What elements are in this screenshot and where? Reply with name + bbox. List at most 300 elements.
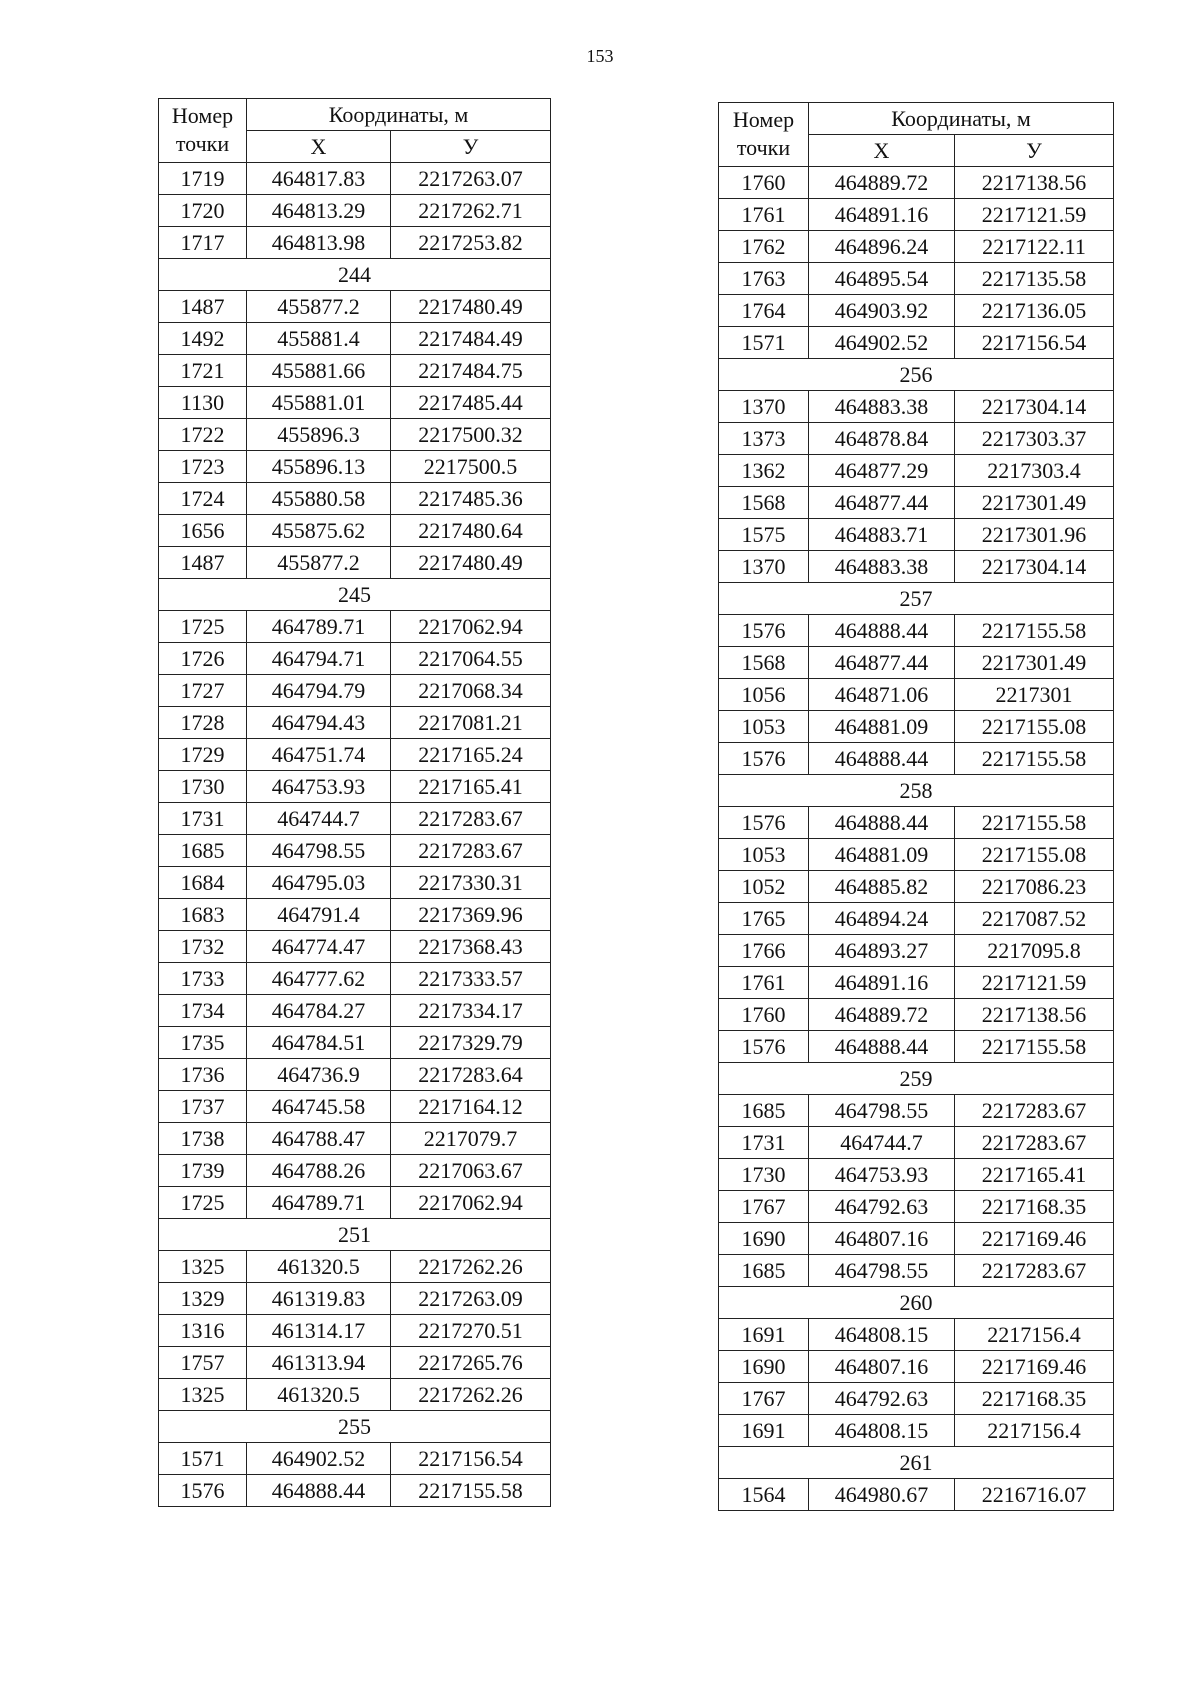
point-number-cell: 1739 bbox=[159, 1155, 247, 1187]
table-row bbox=[159, 611, 551, 643]
x-coordinate-cell: 464744.7 bbox=[247, 803, 391, 835]
y-coordinate-cell: 2217262.71 bbox=[391, 195, 551, 227]
x-coordinate-cell: 464877.44 bbox=[809, 647, 955, 679]
point-number-cell: 1056 bbox=[719, 679, 809, 711]
table-row bbox=[159, 451, 551, 483]
group-label: 245 bbox=[159, 579, 551, 611]
point-number-cell: 1690 bbox=[719, 1223, 809, 1255]
table-row bbox=[159, 1187, 551, 1219]
point-number-cell: 1731 bbox=[719, 1127, 809, 1159]
point-number-cell: 1685 bbox=[159, 835, 247, 867]
y-coordinate-cell: 2217136.05 bbox=[955, 295, 1114, 327]
x-coordinate-cell: 464902.52 bbox=[247, 1443, 391, 1475]
y-coordinate-cell: 2217165.41 bbox=[391, 771, 551, 803]
table-row bbox=[719, 167, 1114, 199]
x-coordinate-cell: 464878.84 bbox=[809, 423, 955, 455]
point-number-cell: 1725 bbox=[159, 611, 247, 643]
table-row bbox=[159, 1155, 551, 1187]
table-row bbox=[719, 679, 1114, 711]
y-coordinate-cell: 2217263.09 bbox=[391, 1283, 551, 1315]
x-coordinate-cell: 464807.16 bbox=[809, 1223, 955, 1255]
table-body bbox=[159, 163, 551, 1507]
point-number-cell: 1727 bbox=[159, 675, 247, 707]
point-number-cell: 1370 bbox=[719, 551, 809, 583]
x-coordinate-cell: 455877.2 bbox=[247, 547, 391, 579]
table-row bbox=[719, 1191, 1114, 1223]
point-number-cell: 1684 bbox=[159, 867, 247, 899]
y-coordinate-cell: 2217156.4 bbox=[955, 1319, 1114, 1351]
y-coordinate-cell: 2217262.26 bbox=[391, 1251, 551, 1283]
y-coordinate-cell: 2217155.58 bbox=[955, 743, 1114, 775]
y-coordinate-cell: 2217155.58 bbox=[391, 1475, 551, 1507]
point-number-header-line1: Номер bbox=[732, 107, 795, 132]
coordinates-table-left bbox=[158, 98, 551, 1507]
group-row bbox=[159, 259, 551, 291]
point-number-cell: 1730 bbox=[719, 1159, 809, 1191]
y-coordinate-cell: 2217168.35 bbox=[955, 1383, 1114, 1415]
point-number-cell: 1576 bbox=[719, 615, 809, 647]
table-row bbox=[159, 483, 551, 515]
y-coordinate-cell: 2217138.56 bbox=[955, 167, 1114, 199]
table-row bbox=[159, 739, 551, 771]
y-coordinate-cell: 2217169.46 bbox=[955, 1223, 1114, 1255]
table-row bbox=[719, 1415, 1114, 1447]
point-number-cell: 1568 bbox=[719, 647, 809, 679]
table-row bbox=[159, 803, 551, 835]
x-coordinate-cell: 464792.63 bbox=[809, 1383, 955, 1415]
table-row bbox=[159, 995, 551, 1027]
table-row bbox=[719, 743, 1114, 775]
y-coordinate-cell: 2217283.67 bbox=[391, 835, 551, 867]
point-number-header-line2: точки bbox=[175, 130, 230, 156]
x-coordinate-cell: 464789.71 bbox=[247, 611, 391, 643]
y-coordinate-cell: 2217283.67 bbox=[955, 1127, 1114, 1159]
y-coordinate-cell: 2217283.67 bbox=[955, 1095, 1114, 1127]
point-number-cell: 1683 bbox=[159, 899, 247, 931]
group-row bbox=[159, 1219, 551, 1251]
table-row bbox=[719, 391, 1114, 423]
y-coordinate-cell: 2217283.67 bbox=[955, 1255, 1114, 1287]
point-number-cell: 1730 bbox=[159, 771, 247, 803]
y-coordinate-cell: 2217368.43 bbox=[391, 931, 551, 963]
table-row bbox=[159, 419, 551, 451]
y-coordinate-cell: 2217068.34 bbox=[391, 675, 551, 707]
point-number-cell: 1731 bbox=[159, 803, 247, 835]
point-number-cell: 1325 bbox=[159, 1379, 247, 1411]
point-number-cell: 1761 bbox=[719, 199, 809, 231]
group-label: 255 bbox=[159, 1411, 551, 1443]
point-number-cell: 1767 bbox=[719, 1191, 809, 1223]
y-coordinate-cell: 2217062.94 bbox=[391, 1187, 551, 1219]
x-coordinate-cell: 464788.47 bbox=[247, 1123, 391, 1155]
table-row bbox=[719, 231, 1114, 263]
x-coordinate-cell: 464792.63 bbox=[809, 1191, 955, 1223]
x-coordinate-cell: 464891.16 bbox=[809, 199, 955, 231]
x-coordinate-cell: 461313.94 bbox=[247, 1347, 391, 1379]
table-row bbox=[159, 355, 551, 387]
point-number-cell: 1691 bbox=[719, 1415, 809, 1447]
x-coordinate-cell: 464753.93 bbox=[247, 771, 391, 803]
y-coordinate-cell: 2217156.54 bbox=[955, 327, 1114, 359]
y-coordinate-cell: 2217095.8 bbox=[955, 935, 1114, 967]
table-row bbox=[159, 1283, 551, 1315]
x-coordinate-cell: 464744.7 bbox=[809, 1127, 955, 1159]
y-header: У bbox=[955, 135, 1114, 167]
point-number-cell: 1732 bbox=[159, 931, 247, 963]
y-coordinate-cell: 2217087.52 bbox=[955, 903, 1114, 935]
table-row bbox=[719, 935, 1114, 967]
y-coordinate-cell: 2217086.23 bbox=[955, 871, 1114, 903]
x-coordinate-cell: 461320.5 bbox=[247, 1379, 391, 1411]
table-row bbox=[719, 295, 1114, 327]
point-number-cell: 1564 bbox=[719, 1479, 809, 1511]
x-coordinate-cell: 464888.44 bbox=[809, 743, 955, 775]
table-row bbox=[719, 871, 1114, 903]
group-row bbox=[719, 1447, 1114, 1479]
x-coordinate-cell: 455880.58 bbox=[247, 483, 391, 515]
page-number: 153 bbox=[586, 46, 614, 66]
table-row bbox=[719, 903, 1114, 935]
x-coordinate-cell: 464798.55 bbox=[809, 1255, 955, 1287]
y-coordinate-cell: 2217333.57 bbox=[391, 963, 551, 995]
x-coordinate-cell: 464889.72 bbox=[809, 999, 955, 1031]
table-row bbox=[719, 839, 1114, 871]
table-row bbox=[159, 291, 551, 323]
y-coordinate-cell: 2217164.12 bbox=[391, 1091, 551, 1123]
table-row bbox=[719, 1159, 1114, 1191]
point-number-cell: 1724 bbox=[159, 483, 247, 515]
point-number-cell: 1737 bbox=[159, 1091, 247, 1123]
x-coordinate-cell: 464753.93 bbox=[809, 1159, 955, 1191]
point-number-cell: 1362 bbox=[719, 455, 809, 487]
x-coordinate-cell: 461319.83 bbox=[247, 1283, 391, 1315]
x-coordinate-cell: 464888.44 bbox=[809, 807, 955, 839]
group-label: 258 bbox=[719, 775, 1114, 807]
y-coordinate-cell: 2217135.58 bbox=[955, 263, 1114, 295]
y-coordinate-cell: 2217138.56 bbox=[955, 999, 1114, 1031]
table-row bbox=[159, 867, 551, 899]
y-coordinate-cell: 2217303.4 bbox=[955, 455, 1114, 487]
table-row bbox=[159, 835, 551, 867]
x-coordinate-cell: 464784.51 bbox=[247, 1027, 391, 1059]
x-coordinate-cell: 464784.27 bbox=[247, 995, 391, 1027]
table-row bbox=[159, 1251, 551, 1283]
table-row bbox=[719, 519, 1114, 551]
table-row bbox=[159, 1091, 551, 1123]
point-number-cell: 1052 bbox=[719, 871, 809, 903]
x-coordinate-cell: 464881.09 bbox=[809, 711, 955, 743]
y-header: У bbox=[391, 131, 551, 163]
table-row bbox=[719, 615, 1114, 647]
table-row bbox=[719, 1255, 1114, 1287]
point-number-cell: 1373 bbox=[719, 423, 809, 455]
x-header: Х bbox=[247, 131, 391, 163]
table-row bbox=[719, 999, 1114, 1031]
point-number-cell: 1723 bbox=[159, 451, 247, 483]
x-coordinate-cell: 464798.55 bbox=[247, 835, 391, 867]
group-row bbox=[719, 1287, 1114, 1319]
table-row bbox=[159, 899, 551, 931]
y-coordinate-cell: 2217301.49 bbox=[955, 487, 1114, 519]
x-coordinate-cell: 464789.71 bbox=[247, 1187, 391, 1219]
point-number-cell: 1053 bbox=[719, 711, 809, 743]
x-coordinate-cell: 464791.4 bbox=[247, 899, 391, 931]
group-label: 257 bbox=[719, 583, 1114, 615]
table-row bbox=[159, 1027, 551, 1059]
point-number-cell: 1492 bbox=[159, 323, 247, 355]
y-coordinate-cell: 2217155.08 bbox=[955, 711, 1114, 743]
point-number-cell: 1656 bbox=[159, 515, 247, 547]
y-coordinate-cell: 2217301 bbox=[955, 679, 1114, 711]
table-row bbox=[159, 1347, 551, 1379]
y-coordinate-cell: 2217122.11 bbox=[955, 231, 1114, 263]
table-row bbox=[159, 515, 551, 547]
y-coordinate-cell: 2217169.46 bbox=[955, 1351, 1114, 1383]
x-coordinate-cell: 464777.62 bbox=[247, 963, 391, 995]
table-row bbox=[159, 675, 551, 707]
y-coordinate-cell: 2217155.58 bbox=[955, 1031, 1114, 1063]
point-number-cell: 1725 bbox=[159, 1187, 247, 1219]
point-number-cell: 1761 bbox=[719, 967, 809, 999]
group-label: 261 bbox=[719, 1447, 1114, 1479]
point-number-cell: 1685 bbox=[719, 1095, 809, 1127]
y-coordinate-cell: 2217283.64 bbox=[391, 1059, 551, 1091]
point-number-cell: 1729 bbox=[159, 739, 247, 771]
x-coordinate-cell: 455881.66 bbox=[247, 355, 391, 387]
table-header-row bbox=[719, 103, 1114, 135]
x-coordinate-cell: 464774.47 bbox=[247, 931, 391, 963]
y-coordinate-cell: 2217329.79 bbox=[391, 1027, 551, 1059]
table-row bbox=[719, 327, 1114, 359]
table-header-row bbox=[159, 99, 551, 131]
x-coordinate-cell: 464893.27 bbox=[809, 935, 955, 967]
table-row bbox=[719, 199, 1114, 231]
table-row bbox=[159, 963, 551, 995]
group-row bbox=[719, 775, 1114, 807]
x-coordinate-cell: 464745.58 bbox=[247, 1091, 391, 1123]
point-number-cell: 1733 bbox=[159, 963, 247, 995]
y-coordinate-cell: 2217304.14 bbox=[955, 551, 1114, 583]
point-number-cell: 1736 bbox=[159, 1059, 247, 1091]
x-coordinate-cell: 464794.79 bbox=[247, 675, 391, 707]
y-coordinate-cell: 2217155.08 bbox=[955, 839, 1114, 871]
point-number-cell: 1576 bbox=[719, 1031, 809, 1063]
x-coordinate-cell: 464902.52 bbox=[809, 327, 955, 359]
point-number-header bbox=[159, 99, 247, 163]
x-coordinate-cell: 464883.71 bbox=[809, 519, 955, 551]
point-number-cell: 1568 bbox=[719, 487, 809, 519]
y-coordinate-cell: 2217121.59 bbox=[955, 967, 1114, 999]
x-coordinate-cell: 464895.54 bbox=[809, 263, 955, 295]
point-number-cell: 1130 bbox=[159, 387, 247, 419]
point-number-cell: 1691 bbox=[719, 1319, 809, 1351]
table-row bbox=[719, 1479, 1114, 1511]
table-row bbox=[159, 1315, 551, 1347]
x-coordinate-cell: 464788.26 bbox=[247, 1155, 391, 1187]
point-number-cell: 1734 bbox=[159, 995, 247, 1027]
table-row bbox=[719, 1319, 1114, 1351]
point-number-cell: 1316 bbox=[159, 1315, 247, 1347]
y-coordinate-cell: 2217500.5 bbox=[391, 451, 551, 483]
table-row bbox=[719, 487, 1114, 519]
y-coordinate-cell: 2217062.94 bbox=[391, 611, 551, 643]
table-row bbox=[159, 547, 551, 579]
table-row bbox=[719, 711, 1114, 743]
table-row bbox=[159, 1443, 551, 1475]
point-number-cell: 1576 bbox=[719, 743, 809, 775]
point-number-cell: 1728 bbox=[159, 707, 247, 739]
table-row bbox=[719, 1223, 1114, 1255]
point-number-header bbox=[719, 103, 809, 167]
y-coordinate-cell: 2217156.4 bbox=[955, 1415, 1114, 1447]
x-coordinate-cell: 455881.01 bbox=[247, 387, 391, 419]
point-number-cell: 1719 bbox=[159, 163, 247, 195]
point-number-cell: 1721 bbox=[159, 355, 247, 387]
y-coordinate-cell: 2217165.24 bbox=[391, 739, 551, 771]
table-row bbox=[159, 323, 551, 355]
point-number-cell: 1487 bbox=[159, 291, 247, 323]
table-row bbox=[719, 423, 1114, 455]
point-number-cell: 1685 bbox=[719, 1255, 809, 1287]
table-row bbox=[159, 195, 551, 227]
point-number-cell: 1762 bbox=[719, 231, 809, 263]
x-coordinate-cell: 464813.29 bbox=[247, 195, 391, 227]
x-coordinate-cell: 455877.2 bbox=[247, 291, 391, 323]
x-coordinate-cell: 464980.67 bbox=[809, 1479, 955, 1511]
y-coordinate-cell: 2217265.76 bbox=[391, 1347, 551, 1379]
group-label: 256 bbox=[719, 359, 1114, 391]
point-number-cell: 1690 bbox=[719, 1351, 809, 1383]
point-number-cell: 1576 bbox=[159, 1475, 247, 1507]
y-coordinate-cell: 2217262.26 bbox=[391, 1379, 551, 1411]
table-row bbox=[719, 551, 1114, 583]
y-coordinate-cell: 2217303.37 bbox=[955, 423, 1114, 455]
point-number-cell: 1763 bbox=[719, 263, 809, 295]
y-coordinate-cell: 2217480.49 bbox=[391, 291, 551, 323]
y-coordinate-cell: 2217283.67 bbox=[391, 803, 551, 835]
y-coordinate-cell: 2217485.44 bbox=[391, 387, 551, 419]
x-coordinate-cell: 464885.82 bbox=[809, 871, 955, 903]
point-number-cell: 1738 bbox=[159, 1123, 247, 1155]
table-row bbox=[159, 771, 551, 803]
y-coordinate-cell: 2217480.49 bbox=[391, 547, 551, 579]
y-coordinate-cell: 2217253.82 bbox=[391, 227, 551, 259]
table-row bbox=[159, 1123, 551, 1155]
coordinates-table-right bbox=[718, 102, 1114, 1511]
group-row bbox=[719, 359, 1114, 391]
x-coordinate-cell: 455896.3 bbox=[247, 419, 391, 451]
y-coordinate-cell: 2217121.59 bbox=[955, 199, 1114, 231]
table-row bbox=[159, 1379, 551, 1411]
y-coordinate-cell: 2217330.31 bbox=[391, 867, 551, 899]
y-coordinate-cell: 2216716.07 bbox=[955, 1479, 1114, 1511]
x-coordinate-cell: 464794.43 bbox=[247, 707, 391, 739]
table-row bbox=[719, 263, 1114, 295]
y-coordinate-cell: 2217485.36 bbox=[391, 483, 551, 515]
table-row bbox=[159, 1475, 551, 1507]
group-row bbox=[159, 1411, 551, 1443]
table-row bbox=[159, 643, 551, 675]
coordinates-header: Координаты, м bbox=[247, 99, 551, 131]
x-coordinate-cell: 464807.16 bbox=[809, 1351, 955, 1383]
y-coordinate-cell: 2217165.41 bbox=[955, 1159, 1114, 1191]
y-coordinate-cell: 2217369.96 bbox=[391, 899, 551, 931]
y-coordinate-cell: 2217081.21 bbox=[391, 707, 551, 739]
point-number-cell: 1735 bbox=[159, 1027, 247, 1059]
x-coordinate-cell: 464877.44 bbox=[809, 487, 955, 519]
y-coordinate-cell: 2217304.14 bbox=[955, 391, 1114, 423]
y-coordinate-cell: 2217168.35 bbox=[955, 1191, 1114, 1223]
x-header: Х bbox=[809, 135, 955, 167]
x-coordinate-cell: 464881.09 bbox=[809, 839, 955, 871]
point-number-cell: 1766 bbox=[719, 935, 809, 967]
x-coordinate-cell: 464883.38 bbox=[809, 551, 955, 583]
x-coordinate-cell: 464877.29 bbox=[809, 455, 955, 487]
x-coordinate-cell: 464903.92 bbox=[809, 295, 955, 327]
point-number-cell: 1765 bbox=[719, 903, 809, 935]
point-number-header-line2: точки bbox=[736, 134, 791, 160]
point-number-cell: 1571 bbox=[159, 1443, 247, 1475]
point-number-header-line1: Номер bbox=[171, 103, 234, 128]
table-row bbox=[719, 1351, 1114, 1383]
y-coordinate-cell: 2217063.67 bbox=[391, 1155, 551, 1187]
y-coordinate-cell: 2217079.7 bbox=[391, 1123, 551, 1155]
point-number-cell: 1575 bbox=[719, 519, 809, 551]
point-number-cell: 1717 bbox=[159, 227, 247, 259]
group-label: 251 bbox=[159, 1219, 551, 1251]
x-coordinate-cell: 464894.24 bbox=[809, 903, 955, 935]
point-number-cell: 1370 bbox=[719, 391, 809, 423]
x-coordinate-cell: 464888.44 bbox=[247, 1475, 391, 1507]
x-coordinate-cell: 464896.24 bbox=[809, 231, 955, 263]
table-row bbox=[719, 1095, 1114, 1127]
table-row bbox=[159, 931, 551, 963]
table-row bbox=[159, 163, 551, 195]
table-row bbox=[719, 1127, 1114, 1159]
point-number-cell: 1325 bbox=[159, 1251, 247, 1283]
x-coordinate-cell: 464795.03 bbox=[247, 867, 391, 899]
table-row bbox=[719, 455, 1114, 487]
group-row bbox=[159, 579, 551, 611]
table-row bbox=[159, 387, 551, 419]
point-number-cell: 1720 bbox=[159, 195, 247, 227]
point-number-cell: 1053 bbox=[719, 839, 809, 871]
table-row bbox=[159, 227, 551, 259]
y-coordinate-cell: 2217064.55 bbox=[391, 643, 551, 675]
x-coordinate-cell: 464883.38 bbox=[809, 391, 955, 423]
group-row bbox=[719, 1063, 1114, 1095]
x-coordinate-cell: 464808.15 bbox=[809, 1415, 955, 1447]
table-row bbox=[719, 1031, 1114, 1063]
x-coordinate-cell: 461314.17 bbox=[247, 1315, 391, 1347]
x-coordinate-cell: 464736.9 bbox=[247, 1059, 391, 1091]
point-number-cell: 1571 bbox=[719, 327, 809, 359]
table-row bbox=[719, 807, 1114, 839]
x-coordinate-cell: 461320.5 bbox=[247, 1251, 391, 1283]
table-row bbox=[159, 707, 551, 739]
y-coordinate-cell: 2217500.32 bbox=[391, 419, 551, 451]
y-coordinate-cell: 2217301.49 bbox=[955, 647, 1114, 679]
table-row bbox=[159, 1059, 551, 1091]
x-coordinate-cell: 455881.4 bbox=[247, 323, 391, 355]
x-coordinate-cell: 464891.16 bbox=[809, 967, 955, 999]
point-number-cell: 1487 bbox=[159, 547, 247, 579]
point-number-cell: 1726 bbox=[159, 643, 247, 675]
y-coordinate-cell: 2217263.07 bbox=[391, 163, 551, 195]
x-coordinate-cell: 455875.62 bbox=[247, 515, 391, 547]
table-row bbox=[719, 647, 1114, 679]
table-row bbox=[719, 1383, 1114, 1415]
